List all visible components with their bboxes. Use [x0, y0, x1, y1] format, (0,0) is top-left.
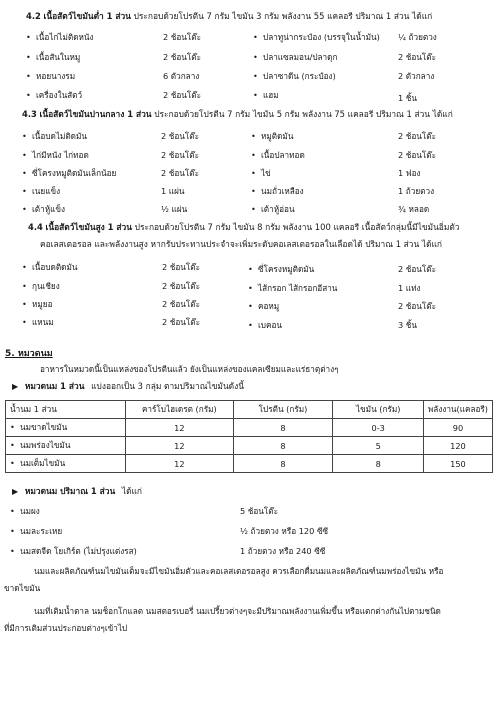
item-qty: ½ ถ้วยตวง หรือ 120 ซีซี: [240, 526, 329, 536]
paragraph-line: ขาดไขมัน: [4, 583, 41, 593]
column-header: น้ำนม 1 ส่วน: [6, 401, 126, 419]
item-name: นมละระเหย: [20, 526, 63, 536]
list-item: [253, 32, 380, 43]
table-row: [6, 419, 493, 437]
item-qty: 2 ช้อนโต๊ะ: [163, 52, 201, 62]
item-qty: ¼ ถ้วยตวง: [398, 32, 437, 42]
bullet-icon: •: [22, 281, 27, 291]
item-name: เครื่องในสัตว์: [36, 90, 83, 100]
item-name: เบคอน: [258, 320, 282, 330]
item-name: เนื้อบดติดมัน: [32, 262, 78, 272]
item-qty: 2 ช้อนโต๊ะ: [162, 299, 200, 309]
bullet-icon: •: [253, 32, 258, 42]
list-item: [22, 204, 65, 215]
item-qty: 5 ช้อนโต๊ะ: [240, 506, 278, 516]
item-qty: 2 ช้อนโต๊ะ: [398, 52, 436, 62]
list-item: [22, 168, 116, 179]
section-desc-line2: คอเลสเตอรอล และพลังงานสูง หากรับประทานประจำจะเพิ่มระดับคอเลสเตอรอลในเลือดได้ ปริมาณ 1 ส่วน ได้แก่: [40, 239, 442, 249]
list-item: [253, 52, 337, 63]
list-item: [248, 320, 282, 331]
paragraph-line: นมและผลิตภัณฑ์นมไขมันเต็มจะมีไขมันอิ่มตัวและคอเลสเตอรอลสูง ควรเลือกดื่มนมและผลิตภัณฑ์นมพร่องไขมัน หรือ: [34, 566, 444, 576]
table-row: [6, 455, 493, 473]
bullet-icon: •: [22, 131, 27, 141]
item-name: เนื้อปลาทอด: [261, 150, 305, 160]
bullet-icon: •: [251, 168, 256, 178]
item-name: ไส้กรอก ไส้กรอกอีสาน: [258, 283, 338, 293]
table-cell: 8: [233, 455, 333, 473]
list-item: [26, 52, 80, 63]
bullet-icon: •: [248, 283, 253, 293]
section-number: 4.2: [26, 11, 41, 21]
row-label: นมเต็มไขมัน: [20, 458, 66, 468]
item-name: เนื้อไก่ไม่ติดหนัง: [36, 32, 94, 42]
bullet-icon: •: [253, 52, 258, 62]
list-item: [22, 262, 77, 273]
item-qty: ½ แผ่น: [161, 204, 188, 214]
section-desc: ประกอบด้วยโปรตีน 7 กรัม ไขมัน 3 กรัม พลังงาน 55 แคลอรี ปริมาณ 1 ส่วน ได้แก่: [133, 11, 433, 21]
item-name: ปลาแซลมอน/ปลาดุก: [263, 52, 338, 62]
item-name: ไข่: [261, 168, 271, 178]
bullet-icon: •: [251, 150, 256, 160]
item-qty: 1 ฟอง: [398, 168, 421, 178]
item-qty: 2 ช้อนโต๊ะ: [161, 168, 199, 178]
item-name: แฮม: [263, 90, 279, 100]
bullet-icon: •: [22, 168, 27, 178]
table-cell: 5: [333, 437, 423, 455]
section-4-2-heading: [26, 11, 432, 22]
list-item: [22, 186, 60, 197]
list-item: [253, 71, 336, 82]
table-cell: 8: [233, 419, 333, 437]
item-qty: 1 แท่ง: [398, 283, 421, 293]
list-item: [26, 32, 94, 43]
item-qty: 2 ช้อนโต๊ะ: [162, 281, 200, 291]
section-number: 4.4: [28, 222, 43, 232]
list-item: [26, 71, 75, 82]
bullet-icon: •: [253, 90, 258, 100]
section-desc: ประกอบด้วยโปรตีน 7 กรัม ไขมัน 5 กรัม พลังงาน 75 แคลอรี ปริมาณ 1 ส่วน ได้แก่: [154, 109, 453, 119]
list-item: [10, 546, 137, 557]
item-name: หอยนางรม: [36, 71, 76, 81]
item-qty: 1 ถ้วยตวง หรือ 240 ซีซี: [240, 546, 326, 556]
bullet-icon: •: [10, 546, 15, 556]
item-name: ซี่โครงหมูติดมันเล็กน้อย: [32, 168, 117, 178]
column-header: พลังงาน(แคลอรี): [423, 401, 492, 419]
item-name: ปลาซาดีน (กระป๋อง): [263, 71, 336, 81]
item-qty: 2 ช้อนโต๊ะ: [398, 301, 436, 311]
list-item: [22, 131, 87, 142]
bullet-icon: •: [248, 320, 253, 330]
item-qty: 2 ช้อนโต๊ะ: [163, 32, 201, 42]
row-label: นมขาดไขมัน: [20, 422, 68, 432]
list-item: [251, 186, 304, 197]
list-item: [22, 317, 54, 328]
item-qty: 2 ช้อนโต๊ะ: [161, 131, 199, 141]
table-cell: 12: [126, 455, 233, 473]
bullet-icon: •: [251, 204, 256, 214]
list-item: [22, 150, 89, 161]
item-qty: 2 ช้อนโต๊ะ: [163, 90, 201, 100]
item-name: เต้าหู้อ่อน: [261, 204, 295, 214]
bullet-icon: •: [251, 131, 256, 141]
section-title: เนื้อสัตว์ไขมันสูง 1 ส่วน: [45, 222, 132, 232]
bullet-icon: •: [10, 526, 15, 536]
list-item: [10, 506, 40, 517]
bullet-icon: •: [10, 440, 15, 450]
item-qty: 2 ช้อนโต๊ะ: [398, 150, 436, 160]
section-4-3-heading: [22, 109, 453, 120]
table-cell: 8: [333, 455, 423, 473]
item-qty: 1 ถ้วยตวง: [398, 186, 435, 196]
bullet-icon: •: [22, 204, 27, 214]
section-5-intro: อาหารในหมวดนี้เป็นแหล่งของโปรตีนแล้ว ยังเป็นแหล่งของแคลเซียมและแร่ธาตุต่างๆ: [40, 364, 339, 374]
bullet-icon: •: [22, 186, 27, 196]
arrow-bullet-icon: ▶: [12, 487, 19, 496]
item-qty: 2 ช้อนโต๊ะ: [398, 131, 436, 141]
item-qty: 2 ตัวกลาง: [398, 71, 435, 81]
list-item: [251, 168, 271, 179]
bullet-icon: •: [10, 458, 15, 468]
sub-desc: ได้แก่: [121, 486, 142, 496]
bullet-icon: •: [26, 52, 31, 62]
table-cell: 0-3: [333, 419, 423, 437]
item-name: คอหมู: [258, 301, 280, 311]
bullet-icon: •: [22, 150, 27, 160]
table-cell: 120: [423, 437, 492, 455]
item-name: นมสดจืด โยเกิร์ต (ไม่ปรุงแต่งรส): [20, 546, 137, 556]
list-item: [248, 264, 314, 275]
column-header: คาร์โบไฮเดรต (กรัม): [126, 401, 233, 419]
item-qty: 1 ชิ้น: [398, 93, 417, 103]
section-title: เนื้อสัตว์ไขมันปานกลาง 1 ส่วน: [39, 109, 152, 119]
item-name: ซี่โครงหมูติดมัน: [258, 264, 315, 274]
bullet-icon: •: [253, 71, 258, 81]
table-row: [6, 437, 493, 455]
item-qty: 1 แผ่น: [161, 186, 185, 196]
item-qty: 2 ช้อนโต๊ะ: [161, 150, 199, 160]
table-cell: 90: [423, 419, 492, 437]
item-name: ปลาทูน่ากระป๋อง (บรรจุในน้ำมัน): [263, 32, 380, 42]
column-header: ไขมัน (กรัม): [333, 401, 423, 419]
list-item: [22, 299, 53, 310]
item-name: นมผง: [20, 506, 40, 516]
item-qty: ¾ หลอด: [398, 204, 430, 214]
item-name: เนื้อสันในหมู: [36, 52, 81, 62]
item-name: แหนม: [32, 317, 54, 327]
list-item: [248, 301, 279, 312]
section-4-4-heading: [28, 222, 460, 233]
bullet-icon: •: [22, 262, 27, 272]
column-header: โปรตีน (กรัม): [233, 401, 333, 419]
item-qty: 3 ชิ้น: [398, 320, 417, 330]
bullet-icon: •: [22, 317, 27, 327]
bullet-icon: •: [26, 32, 31, 42]
item-qty: 6 ตัวกลาง: [163, 71, 200, 81]
section-title: เนื้อสัตว์ไขมันต่ำ 1 ส่วน: [43, 11, 131, 21]
section-number: 4.3: [22, 109, 37, 119]
list-item: [251, 204, 295, 215]
item-name: หมูติดมัน: [261, 131, 294, 141]
sub-desc: แบ่งออกเป็น 3 กลุ่ม ตามปริมาณไขมันดังนี้: [91, 381, 244, 391]
item-qty: 2 ช้อนโต๊ะ: [162, 317, 200, 327]
table-cell: 150: [423, 455, 492, 473]
section-5-heading: 5. หมวดนม: [5, 349, 53, 359]
bullet-icon: •: [26, 90, 31, 100]
milk-sub2-heading: [12, 486, 142, 497]
list-item: [251, 150, 305, 161]
item-name: เนยแข็ง: [32, 186, 61, 196]
item-name: นมถั่วเหลือง: [261, 186, 304, 196]
list-item: [22, 281, 60, 292]
list-item: [251, 131, 293, 142]
bullet-icon: •: [251, 186, 256, 196]
paragraph-line: นมที่เติมน้ำตาล นมช็อกโกแลต นมสตอรเบอรี่ นมเปรี้ยวต่างๆจะมีปริมาณพลังงานเพิ่มขึ้น หรือแตกต่างกันไปตามชนิด: [34, 606, 441, 616]
table-cell: [6, 419, 126, 437]
list-item: [10, 526, 62, 537]
item-name: ไก่มีหนัง ไก่ทอด: [32, 150, 89, 160]
bullet-icon: •: [26, 71, 31, 81]
milk-sub1-heading: [12, 381, 244, 392]
table-cell: 8: [233, 437, 333, 455]
table-cell: 12: [126, 437, 233, 455]
sub-title: หมวดนม ปริมาณ 1 ส่วน: [24, 486, 116, 496]
bullet-icon: •: [248, 301, 253, 311]
list-item: [248, 283, 337, 294]
table-cell: 12: [126, 419, 233, 437]
bullet-icon: •: [10, 422, 15, 432]
sub-title: หมวดนม 1 ส่วน: [24, 381, 85, 391]
row-label: นมพร่องไขมัน: [20, 440, 71, 450]
item-qty: 2 ช้อนโต๊ะ: [162, 262, 200, 272]
table-header-row: [6, 401, 493, 419]
paragraph-line: ที่มีการเติมส่วนประกอบต่างๆเข้าไป: [4, 623, 128, 633]
arrow-bullet-icon: ▶: [12, 382, 19, 391]
section-desc: ประกอบด้วยโปรตีน 7 กรัม ไขมัน 8 กรัม พลังงาน 100 แคลอรี เนื้อสัตว์กลุ่มนี้มีไขมันอิ่มตัว: [134, 222, 460, 232]
bullet-icon: •: [22, 299, 27, 309]
item-qty: 2 ช้อนโต๊ะ: [398, 264, 436, 274]
bullet-icon: •: [248, 264, 253, 274]
list-item: [253, 90, 279, 101]
item-name: กุนเชียง: [32, 281, 60, 291]
table-cell: [6, 437, 126, 455]
item-name: เต้าหู้แข็ง: [32, 204, 65, 214]
item-name: เนื้อบดไม่ติดมัน: [32, 131, 87, 141]
bullet-icon: •: [10, 506, 15, 516]
list-item: [26, 90, 82, 101]
item-name: หมูยอ: [32, 299, 53, 309]
milk-table: [5, 400, 493, 473]
table-cell: [6, 455, 126, 473]
